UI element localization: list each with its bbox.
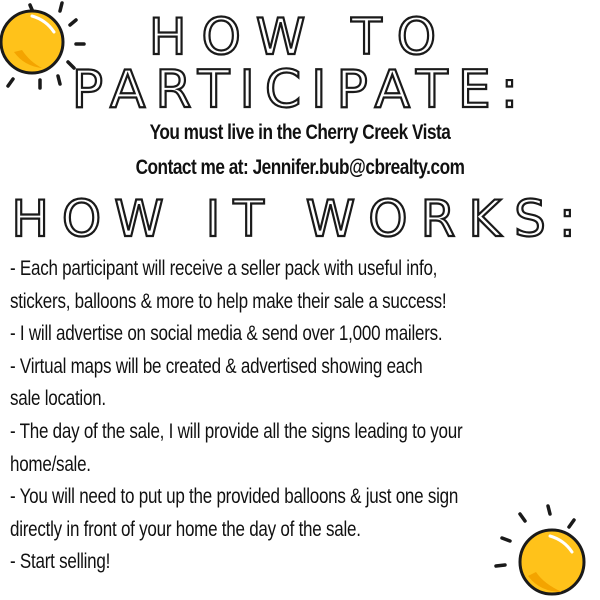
participate-heading: PARTICIPATE: xyxy=(71,60,529,120)
how-it-works-heading: HOW IT WORKS: xyxy=(11,190,589,248)
sun-icon xyxy=(478,500,600,600)
list-line: - Each participant will receive a seller pack with useful info, xyxy=(10,257,438,280)
list-line: stickers, balloons & more to help make their sale a success! xyxy=(10,289,447,313)
list-line: - Virtual maps will be created & advertised showing each xyxy=(10,354,423,378)
list-line: - Start selling! xyxy=(10,550,111,574)
list-line: home/sale. xyxy=(10,452,91,476)
list-line: - The day of the sale, I will provide all the signs leading to your xyxy=(10,419,463,443)
list-line: - You will need to put up the provided balloons & just one sign xyxy=(10,485,459,509)
list-line: directly in front of your home the day of the sale. xyxy=(10,517,361,541)
list-line: sale location. xyxy=(10,387,106,411)
how-to-heading: HOW TO xyxy=(148,8,452,66)
list-line: - I will advertise on social media & send over 1,000 mailers. xyxy=(10,322,443,346)
residency-requirement: You must live in the Cherry Creek Vista xyxy=(149,121,451,144)
contact-line: Contact me at: Jennifer.bub@cbrealty.com xyxy=(135,156,465,179)
